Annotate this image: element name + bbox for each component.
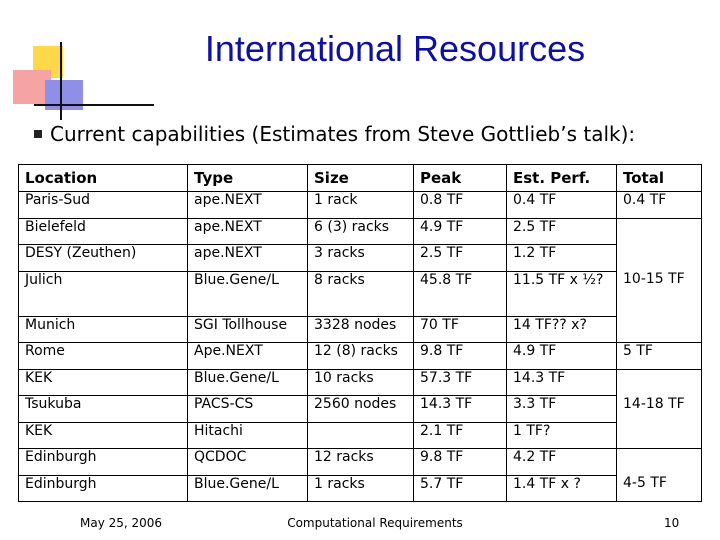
- cell-type: ape.NEXT: [188, 192, 308, 219]
- cell-est-perf: 4.2 TF: [507, 449, 617, 476]
- table-row: [19, 396, 702, 423]
- cell-total: [617, 369, 702, 396]
- cell-total: 5 TF: [617, 343, 702, 370]
- cell-peak: 45.8 TF: [414, 271, 507, 316]
- table-header-row: [19, 165, 702, 192]
- header-type: Type: [188, 165, 308, 192]
- table-row: [19, 422, 702, 449]
- cell-size: 6 (3) racks: [308, 218, 414, 245]
- cell-location: Bielefeld: [19, 218, 188, 245]
- cell-est-perf: 4.9 TF: [507, 343, 617, 370]
- decor-horizontal-line: [34, 104, 154, 106]
- page-number: 10: [664, 516, 680, 530]
- cell-peak: 2.1 TF: [414, 422, 507, 449]
- table-row: [19, 316, 702, 343]
- table-row: [19, 343, 702, 370]
- header-peak: Peak: [414, 165, 507, 192]
- cell-size: 1 rack: [308, 192, 414, 219]
- cell-peak: 57.3 TF: [414, 369, 507, 396]
- cell-est-perf: 14 TF?? x?: [507, 316, 617, 343]
- cell-peak: 70 TF: [414, 316, 507, 343]
- cell-size: 12 racks: [308, 449, 414, 476]
- cell-total: [617, 422, 702, 449]
- cell-location: KEK: [19, 369, 188, 396]
- cell-size: 8 racks: [308, 271, 414, 316]
- cell-total: [617, 218, 702, 245]
- cell-est-perf: 1 TF?: [507, 422, 617, 449]
- cell-peak: 14.3 TF: [414, 396, 507, 423]
- cell-total: 0.4 TF: [617, 192, 702, 219]
- cell-size: 3 racks: [308, 245, 414, 272]
- cell-size: 3328 nodes: [308, 316, 414, 343]
- cell-location: Edinburgh: [19, 449, 188, 476]
- table-row: [19, 475, 702, 502]
- header-location: Location: [19, 165, 188, 192]
- cell-type: SGI Tollhouse: [188, 316, 308, 343]
- cell-total: 10-15 TF: [617, 271, 702, 316]
- cell-total: [617, 316, 702, 343]
- cell-location: Julich: [19, 271, 188, 316]
- cell-total: [617, 449, 702, 476]
- table-row: [19, 245, 702, 272]
- cell-est-perf: 3.3 TF: [507, 396, 617, 423]
- cell-peak: 5.7 TF: [414, 475, 507, 502]
- table-row: [19, 192, 702, 219]
- table-row: [19, 218, 702, 245]
- cell-total: 14-18 TF: [617, 396, 702, 423]
- cell-type: Ape.NEXT: [188, 343, 308, 370]
- cell-location: DESY (Zeuthen): [19, 245, 188, 272]
- cell-est-perf: 0.4 TF: [507, 192, 617, 219]
- cell-size: [308, 422, 414, 449]
- cell-peak: 9.8 TF: [414, 343, 507, 370]
- cell-est-perf: 14.3 TF: [507, 369, 617, 396]
- cell-type: Hitachi: [188, 422, 308, 449]
- header-size: Size: [308, 165, 414, 192]
- cell-peak: 2.5 TF: [414, 245, 507, 272]
- cell-total: [617, 245, 702, 272]
- cell-type: Blue.Gene/L: [188, 475, 308, 502]
- subtitle: Current capabilities (Estimates from Steve Gottlieb’s talk):: [50, 122, 636, 146]
- cell-est-perf: 1.4 TF x ?: [507, 475, 617, 502]
- cell-peak: 4.9 TF: [414, 218, 507, 245]
- bullet-square-icon: [34, 130, 42, 138]
- table-row: [19, 369, 702, 396]
- cell-est-perf: 11.5 TF x ½?: [507, 271, 617, 316]
- footer-title: Computational Requirements: [287, 516, 463, 530]
- cell-location: Munich: [19, 316, 188, 343]
- cell-type: ape.NEXT: [188, 218, 308, 245]
- cell-type: Blue.Gene/L: [188, 369, 308, 396]
- slide-title: International Resources: [204, 28, 586, 69]
- cell-size: 2560 nodes: [308, 396, 414, 423]
- cell-location: KEK: [19, 422, 188, 449]
- cell-type: QCDOC: [188, 449, 308, 476]
- cell-location: Rome: [19, 343, 188, 370]
- cell-type: ape.NEXT: [188, 245, 308, 272]
- footer-date: May 25, 2006: [80, 516, 163, 530]
- cell-location: Tsukuba: [19, 396, 188, 423]
- cell-est-perf: 2.5 TF: [507, 218, 617, 245]
- header-est-perf: Est. Perf.: [507, 165, 617, 192]
- cell-peak: 0.8 TF: [414, 192, 507, 219]
- cell-type: Blue.Gene/L: [188, 271, 308, 316]
- cell-type: PACS-CS: [188, 396, 308, 423]
- cell-peak: 9.8 TF: [414, 449, 507, 476]
- cell-est-perf: 1.2 TF: [507, 245, 617, 272]
- cell-size: 12 (8) racks: [308, 343, 414, 370]
- cell-size: 1 racks: [308, 475, 414, 502]
- cell-location: Edinburgh: [19, 475, 188, 502]
- cell-total: 4-5 TF: [617, 475, 702, 502]
- table-row: [19, 449, 702, 476]
- cell-location: Paris-Sud: [19, 192, 188, 219]
- resources-table: [18, 164, 702, 502]
- header-total: Total: [617, 165, 702, 192]
- table-row: [19, 271, 702, 316]
- cell-size: 10 racks: [308, 369, 414, 396]
